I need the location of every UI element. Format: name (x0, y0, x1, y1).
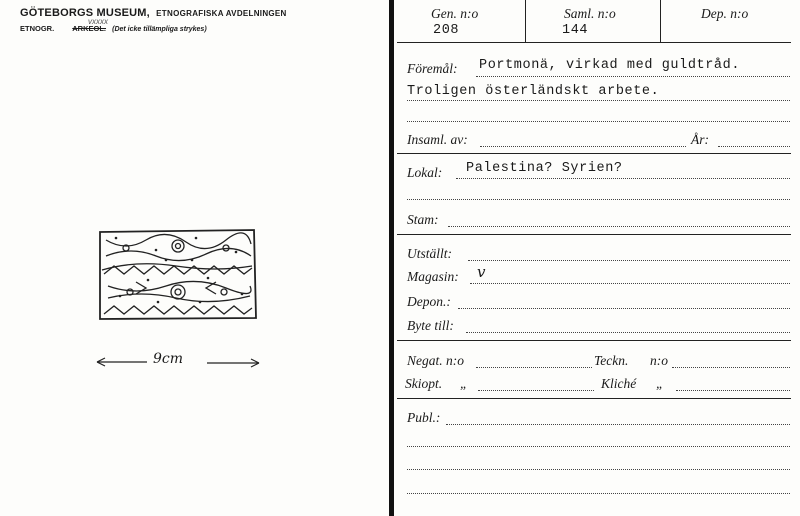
saml-no-label: Saml. n:o (564, 6, 616, 21)
rule-top (397, 42, 791, 43)
foremal-line-2: Troligen österländskt arbete. (407, 84, 660, 99)
museum-name: GÖTEBORGS MUSEUM, (20, 7, 150, 19)
dotted-line (407, 493, 790, 494)
skiopt-label: Skiopt. (405, 376, 443, 391)
ditto-mark-1: „ (460, 376, 468, 391)
foremal-label: Föremål: (407, 61, 458, 76)
category-line (20, 24, 207, 33)
magasin-mark: v (477, 263, 486, 281)
dotted-line (407, 446, 790, 447)
foremal-line-1: Portmonä, virkad med guldtråd. (479, 58, 741, 73)
department-name: ETNOGRAFISKA AVDELNINGEN (156, 9, 287, 18)
teckn-no-label: n:o (650, 353, 668, 368)
rule-negat (397, 398, 791, 399)
dotted-line (448, 226, 790, 227)
dotted-line (470, 283, 790, 284)
rule-insaml (397, 153, 791, 154)
gen-no-value: 208 (433, 23, 460, 38)
magasin-label: Magasin: (407, 269, 459, 284)
dotted-line (476, 76, 790, 77)
dotted-line (718, 146, 790, 147)
ar-label: År: (691, 132, 709, 147)
box-separator-2 (660, 0, 661, 42)
dotted-line (407, 121, 790, 122)
dotted-line (672, 367, 790, 368)
insaml-label: Insaml. av: (407, 132, 468, 147)
utstallt-label: Utställt: (407, 246, 453, 261)
dotted-line (476, 367, 592, 368)
dep-no-label: Dep. n:o (701, 6, 749, 21)
kliche-label: Kliché (601, 376, 637, 391)
teckn-label: Teckn. (594, 353, 629, 368)
rule-depon (397, 340, 791, 341)
depon-label: Depon.: (407, 294, 451, 309)
dotted-line (456, 178, 790, 179)
publ-label: Publ.: (407, 410, 441, 425)
lokal-value: Palestina? Syrien? (466, 161, 623, 176)
museum-header (20, 7, 287, 19)
lokal-label: Lokal: (407, 165, 443, 180)
stam-label: Stam: (407, 212, 439, 227)
arkeol-label: ARKEOL. (72, 24, 107, 33)
saml-no-value: 144 (562, 23, 589, 38)
rule-stam (397, 234, 791, 235)
etnogr-label: ETNOGR. (20, 24, 55, 33)
dotted-line (446, 424, 790, 425)
byte-till-label: Byte till: (407, 318, 454, 333)
dotted-line (407, 199, 790, 200)
ditto-mark-2: „ (656, 376, 664, 391)
gen-no-label: Gen. n:o (431, 6, 479, 21)
dotted-line (478, 390, 594, 391)
strike-note: (Det icke tillämpliga strykes) (112, 26, 207, 33)
dotted-line (407, 469, 790, 470)
dotted-line (480, 146, 686, 147)
handwritten-strike-mark: vxxxx (88, 17, 108, 26)
dotted-line (468, 260, 790, 261)
negat-label: Negat. n:o (407, 353, 464, 368)
purse-sketch-image (96, 226, 260, 322)
scale-label: 9cm (153, 351, 184, 367)
card-divider (389, 0, 394, 516)
box-separator-1 (525, 0, 526, 42)
dotted-line (458, 308, 790, 309)
dotted-line (407, 100, 790, 101)
dotted-line (676, 390, 790, 391)
dotted-line (466, 332, 790, 333)
